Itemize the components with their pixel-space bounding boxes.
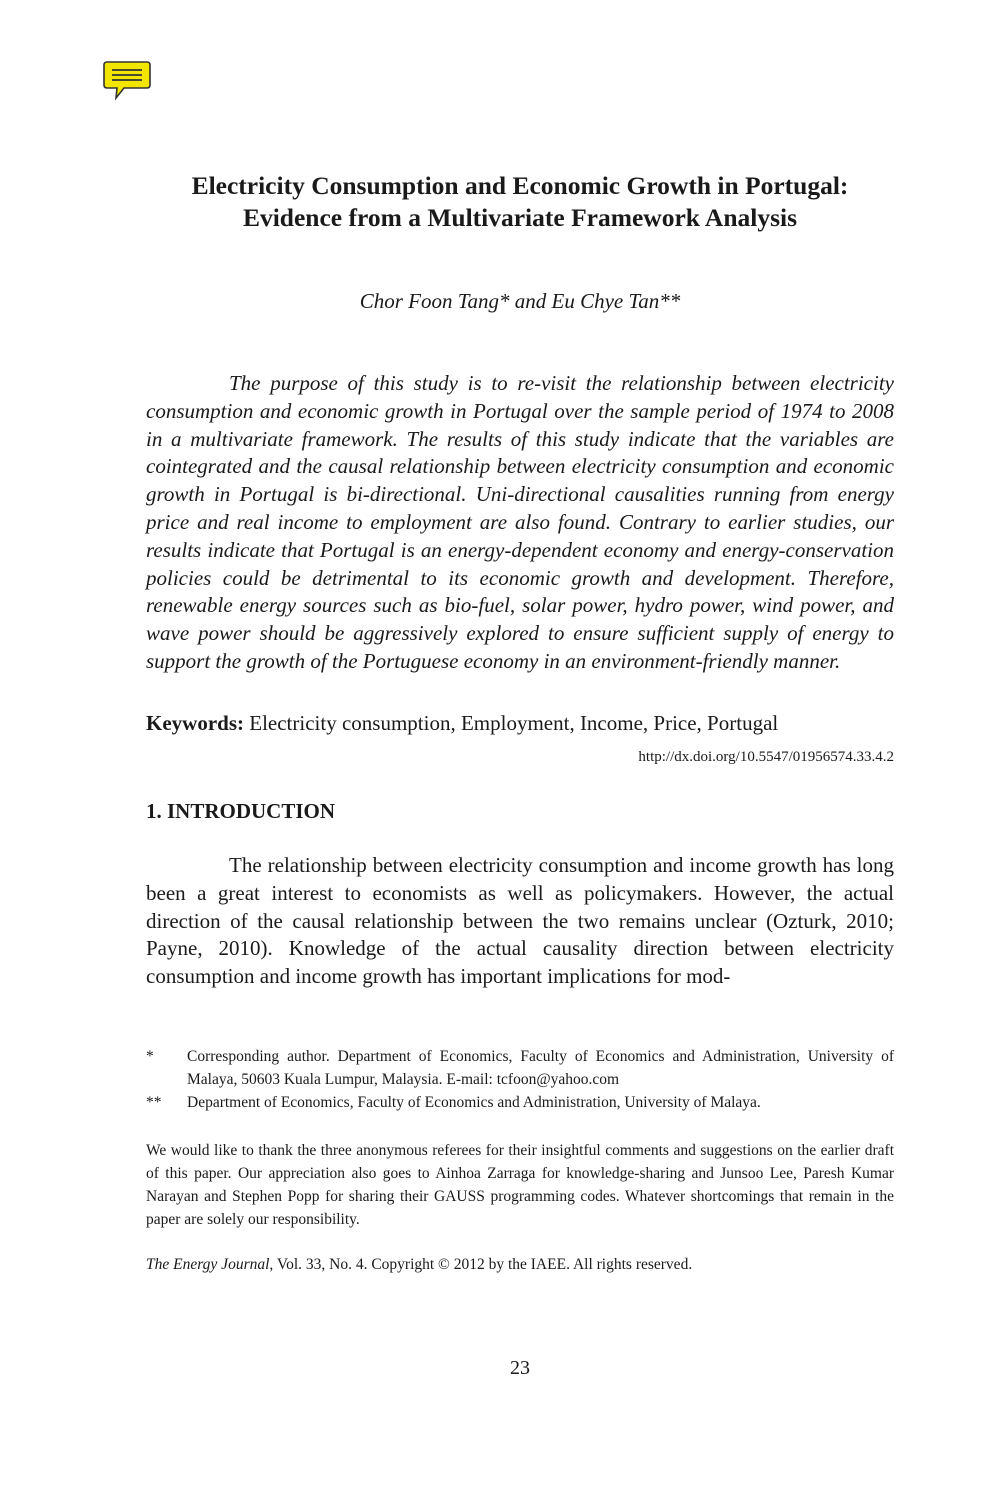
journal-citation	[146, 1253, 894, 1276]
introduction-paragraph: The relationship between electricity consumption and income growth has long been a great interest to economists as well as policymakers. However, the actual direction of the causal relationship between the two remains unclear (Ozturk, 2010; Payne, 2010). Knowledge of the actual causality direction between electricity consumption and income growth has important implications for mod-	[146, 853, 894, 989]
title-line-2: Evidence from a Multivariate Framework Analysis	[242, 203, 798, 232]
footnote	[146, 1091, 894, 1114]
paper-title	[120, 170, 920, 234]
footnote	[146, 1045, 894, 1091]
keywords-list: Electricity consumption, Employment, Income, Price, Portugal	[249, 711, 779, 735]
journal-name: The Energy Journal	[146, 1256, 270, 1273]
authors: Chor Foon Tang* and Eu Chye Tan**	[359, 289, 681, 313]
abstract: The purpose of this study is to re-visit the relationship between electricity consumption and economic growth in Portugal over the sample period of 1974 to 2008 in a multivariate framework. The results of this study indicate that the variables are cointegrated and the causal relationship between electricity consumption and economic growth in Portugal is bi-directional. Uni-directional causalities running from energy price and real income to employment are also found. Contrary to earlier studies, our results indicate that Portugal is an energy-dependent economy and energy-conservation policies could be detrimental to its economic growth and development. Therefore, renewable energy sources such as bio-fuel, solar power, hydro power, wind power, and wave power should be aggressively explored to ensure sufficient supply of energy to support the growth of the Portuguese economy in an environment-friendly manner.	[146, 371, 894, 673]
footnote-text: Corresponding author. Department of Economics, Faculty of Economics and Administration, University of Malaya, 50603 Kuala Lumpur, Malaysia. E-mail: tcfoon@yahoo.com	[187, 1048, 894, 1088]
footnote-text: Department of Economics, Faculty of Economics and Administration, University of Malaya.	[187, 1094, 761, 1111]
comment-note-icon[interactable]	[102, 60, 152, 104]
journal-details: , Vol. 33, No. 4. Copyright © 2012 by the IAEE. All rights reserved.	[269, 1256, 693, 1273]
acknowledgement: We would like to thank the three anonymous referees for their insightful comments and suggestions on the earlier draft of this paper. Our appreciation also goes to Ainhoa Zarraga for knowledge-sharing and Junsoo Lee, Paresh Kumar Narayan and Stephen Popp for sharing their GAUSS programming codes. Whatever shortcomings that remain in the paper are solely our responsibility.	[146, 1142, 894, 1228]
page-number: 23	[510, 1357, 530, 1379]
keywords	[146, 709, 894, 737]
footnote-mark: **	[146, 1094, 162, 1111]
section-heading: 1. INTRODUCTION	[146, 799, 336, 823]
footnote-mark: *	[146, 1048, 154, 1065]
footnotes	[146, 1045, 894, 1114]
keywords-label: Keywords:	[146, 711, 244, 735]
title-line-1: Electricity Consumption and Economic Growth in Portugal:	[191, 171, 849, 200]
doi-link[interactable]: http://dx.doi.org/10.5547/01956574.33.4.2	[638, 749, 894, 765]
